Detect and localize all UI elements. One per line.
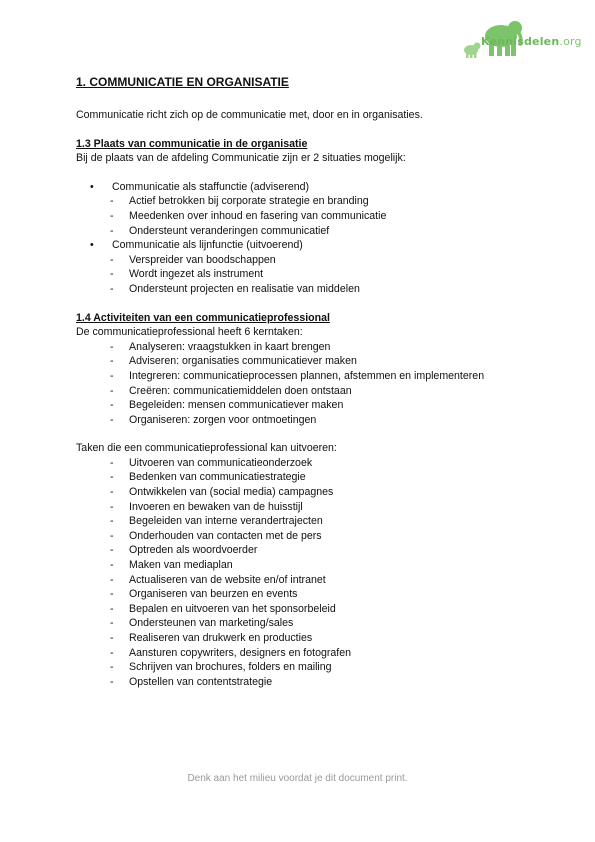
section-1-3-text: Bij de plaats van de afdeling Communicatie zijn er 2 situaties mogelijk: [76, 152, 406, 165]
kerntaak-item [76, 354, 536, 369]
taak-item [76, 500, 536, 515]
kerntaak-item [76, 340, 536, 355]
list-item-text: Ondersteunt veranderingen communicatief [129, 224, 330, 237]
kerntaak-item [76, 413, 536, 428]
situation-sublist [76, 194, 536, 238]
taak-item [76, 660, 536, 675]
list-item-text: Opstellen van contentstrategie [129, 675, 273, 688]
document-body [76, 74, 536, 689]
taak-item [76, 573, 536, 588]
list-item-text: Creëren: communicatiemiddelen doen ontstaan [129, 384, 352, 397]
dash-marker: - [110, 661, 114, 674]
list-item-text: Bedenken van communicatiestrategie [129, 471, 306, 484]
dash-marker: - [110, 486, 114, 499]
situation-subitem [76, 253, 536, 268]
dash-marker: - [110, 355, 114, 368]
situation-subitem [76, 267, 536, 282]
list-item-text: Ondersteunen van marketing/sales [129, 617, 294, 630]
dash-marker: - [110, 515, 114, 528]
kerntaak-item [76, 398, 536, 413]
list-item-text: Ontwikkelen van (social media) campagnes [129, 486, 334, 499]
page-title: 1. COMMUNICATIE EN ORGANISATIE [76, 75, 289, 89]
list-item-text: Adviseren: organisaties communicatiever maken [129, 355, 357, 368]
dash-marker: - [110, 369, 114, 382]
kennisdelen-logo [461, 14, 582, 60]
list-item-text: Verspreider van boodschappen [129, 253, 276, 266]
list-item-text: Bepalen en uitvoeren van het sponsorbeleid [129, 602, 336, 615]
list-item-text: Integreren: communicatieprocessen plannen, afstemmen en implementeren [129, 369, 485, 382]
taak-item [76, 514, 536, 529]
dash-marker: - [110, 573, 114, 586]
list-item-text: Actualiseren van de website en/of intranet [129, 573, 326, 586]
list-item-text: Actief betrokken bij corporate strategie en branding [129, 195, 369, 208]
dash-marker: - [110, 529, 114, 542]
list-item-text: Invoeren en bewaken van de huisstijl [129, 500, 303, 513]
list-item-text: Uitvoeren van communicatieonderzoek [129, 456, 313, 469]
list-item-text: Organiseren: zorgen voor ontmoetingen [129, 413, 317, 426]
dash-marker: - [110, 268, 114, 281]
intro-text: Communicatie richt zich op de communicatie met, door en in organisaties. [76, 109, 423, 121]
dash-marker: - [110, 500, 114, 513]
dash-marker: - [110, 384, 114, 397]
kerntaken-list [76, 340, 536, 428]
list-item-text: Organiseren van beurzen en events [129, 588, 298, 601]
taken-intro: Taken die een communicatieprofessional kan uitvoeren: [76, 442, 337, 455]
dash-marker: - [110, 195, 114, 208]
dash-marker: - [110, 559, 114, 572]
section-heading-1-3: 1.3 Plaats van communicatie in de organisatie [76, 137, 308, 150]
taak-item [76, 543, 536, 558]
list-item-text: Ondersteunt projecten en realisatie van middelen [129, 282, 360, 295]
dash-marker: - [110, 224, 114, 237]
dash-marker: - [110, 602, 114, 615]
taak-item [76, 485, 536, 500]
situation-item [76, 180, 536, 195]
dash-marker: - [110, 253, 114, 266]
taak-item [76, 558, 536, 573]
section-heading-1-4: 1.4 Activiteiten van een communicatieprofessional [76, 311, 330, 324]
logo-text: Kennisdelen.org [481, 35, 582, 48]
section-1-4-text: De communicatieprofessional heeft 6 kerntaken: [76, 326, 303, 339]
kerntaak-item [76, 384, 536, 399]
situation-item [76, 238, 536, 253]
situation-label: Communicatie als staffunctie (adviserend) [112, 180, 310, 193]
list-item-text: Wordt ingezet als instrument [129, 268, 264, 281]
dash-marker: - [110, 617, 114, 630]
list-item-text: Schrijven van brochures, folders en mailing [129, 661, 332, 674]
dash-marker: - [110, 413, 114, 426]
dash-marker: - [110, 646, 114, 659]
situation-label: Communicatie als lijnfunctie (uitvoerend) [112, 239, 303, 252]
list-item-text: Begeleiden van interne verandertrajecten [129, 515, 323, 528]
list-item-text: Meedenken over inhoud en fasering van communicatie [129, 209, 387, 222]
dash-marker: - [110, 340, 114, 353]
kerntaak-item [76, 369, 536, 384]
situation-subitem [76, 282, 536, 297]
bullet-marker: • [90, 239, 94, 252]
footer-note: Denk aan het milieu voordat je dit document print. [187, 773, 408, 784]
taak-item [76, 587, 536, 602]
situation-sublist [76, 253, 536, 297]
dash-marker: - [110, 632, 114, 644]
list-item-text: Begeleiden: mensen communicatiever maken [129, 399, 344, 412]
bullet-marker: • [90, 180, 94, 193]
dash-marker: - [110, 675, 114, 688]
list-item-text: Analyseren: vraagstukken in kaart brengen [129, 340, 331, 353]
list-item-text: Optreden als woordvoerder [129, 544, 258, 557]
dash-marker: - [110, 544, 114, 557]
list-item-text: Onderhouden van contacten met de pers [129, 529, 322, 542]
taak-item [76, 646, 536, 661]
situation-subitem [76, 194, 536, 209]
taak-item [76, 616, 536, 631]
list-item-text: Maken van mediaplan [129, 559, 233, 572]
situation-list [76, 180, 536, 297]
dash-marker: - [110, 456, 114, 469]
taak-item [76, 529, 536, 544]
taak-item [76, 470, 536, 485]
dash-marker: - [110, 282, 114, 295]
dash-marker: - [110, 588, 114, 601]
taak-item [76, 602, 536, 617]
taak-item [76, 675, 536, 690]
situation-subitem [76, 209, 536, 224]
situation-subitem [76, 224, 536, 239]
taak-item [76, 456, 536, 471]
list-item-text: Aansturen copywriters, designers en fotografen [129, 646, 352, 659]
dash-marker: - [110, 399, 114, 412]
list-item-text: Realiseren van drukwerk en producties [129, 632, 313, 644]
taak-item [76, 631, 536, 646]
dash-marker: - [110, 471, 114, 484]
taken-list [76, 456, 536, 690]
dash-marker: - [110, 209, 114, 222]
